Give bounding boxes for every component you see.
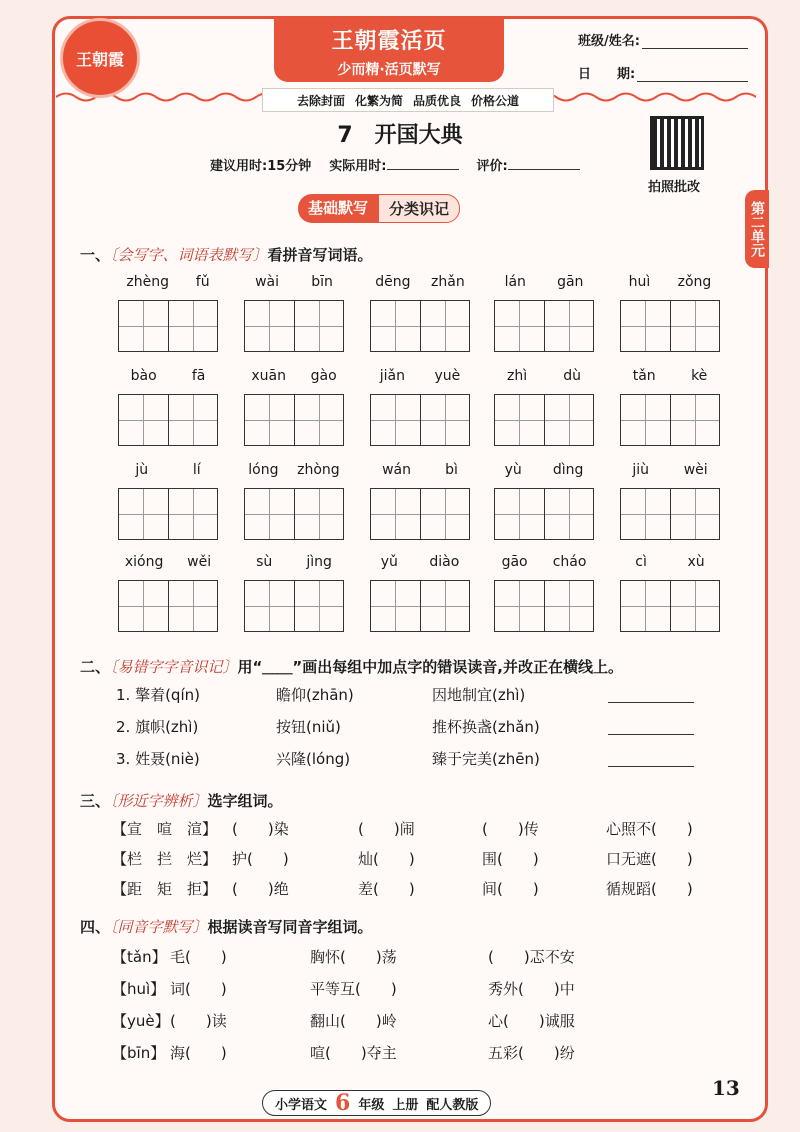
qr-label: 拍照批改 — [648, 180, 701, 195]
q-text: 看拼音写词语。 — [267, 246, 373, 264]
suggested-time: 建议用时:15分钟 — [210, 159, 312, 174]
pinyin-syllable: wán — [382, 462, 411, 478]
date-label: 日 期: — [578, 67, 636, 82]
brand-subtitle: 少而精·活页默写 — [337, 62, 441, 78]
fill-blank-item[interactable]: 翻山( )岭 — [310, 1012, 397, 1030]
question-1-heading — [80, 244, 373, 265]
pronunciation-item: 2. 旗帜(zhì) — [116, 718, 199, 736]
pinyin-syllable: zhì — [507, 368, 528, 384]
pinyin-label — [489, 368, 599, 384]
pinyin-syllable: fǔ — [195, 274, 210, 290]
writing-box[interactable] — [244, 580, 344, 632]
writing-box[interactable] — [620, 488, 720, 540]
fill-blank-item[interactable]: 喧( )夺主 — [310, 1044, 397, 1062]
character-cell[interactable] — [295, 489, 344, 539]
pinyin-syllable: yǔ — [380, 554, 398, 570]
brand-logo — [60, 18, 140, 98]
pinyin-group: 【bīn】 — [112, 1044, 166, 1062]
unit-side-tab: 第二单元 — [745, 190, 769, 268]
character-cell[interactable] — [671, 489, 720, 539]
class-name-label: 班级/姓名: — [578, 34, 640, 49]
pinyin-syllable: zhòng — [297, 462, 340, 478]
pinyin-syllable: bīn — [311, 274, 333, 290]
pinyin-syllable: bì — [445, 462, 458, 478]
pinyin-syllable: wěi — [187, 554, 212, 570]
character-cell[interactable] — [621, 301, 671, 351]
q-number: 二、 — [80, 658, 111, 676]
footer-edition-text: 配人教版 — [426, 1097, 479, 1113]
character-cell[interactable] — [295, 301, 344, 351]
character-cell[interactable] — [495, 489, 545, 539]
fill-blank-item[interactable]: ( )闹 — [358, 820, 415, 838]
pinyin-syllable: lóng — [248, 462, 279, 478]
writing-box[interactable] — [244, 488, 344, 540]
pinyin-syllable: fā — [191, 368, 206, 384]
fill-blank-item[interactable]: 围( ) — [482, 850, 539, 868]
date-field[interactable] — [637, 67, 748, 82]
character-cell[interactable] — [169, 581, 218, 631]
pinyin-label — [615, 554, 725, 570]
q-number: 三、 — [80, 792, 111, 810]
character-cell[interactable] — [169, 301, 218, 351]
writing-box[interactable] — [494, 488, 594, 540]
pronunciation-item: 推杯换盏(zhǎn) — [432, 718, 540, 736]
writing-box[interactable] — [494, 580, 594, 632]
student-info — [578, 30, 748, 96]
pinyin-label — [365, 462, 475, 478]
q-text: 选字组词。 — [207, 792, 283, 810]
character-cell[interactable] — [169, 489, 218, 539]
pinyin-syllable: jù — [135, 462, 149, 478]
pinyin-label — [239, 554, 349, 570]
writing-box[interactable] — [118, 300, 218, 352]
actual-time-field[interactable] — [387, 157, 459, 170]
character-cell[interactable] — [371, 581, 421, 631]
footer-edition — [262, 1090, 491, 1116]
fill-blank-item[interactable]: ( )染 — [232, 820, 289, 838]
character-cell[interactable] — [119, 301, 169, 351]
character-cell[interactable] — [545, 395, 594, 445]
character-cell[interactable] — [421, 301, 470, 351]
pronunciation-item: 因地制宜(zhì) — [432, 686, 526, 704]
review-field[interactable] — [508, 157, 580, 170]
qr-code-icon[interactable] — [650, 116, 704, 170]
writing-box[interactable] — [620, 300, 720, 352]
fill-blank-item[interactable]: 心照不( ) — [606, 820, 693, 838]
writing-box[interactable] — [494, 300, 594, 352]
character-cell[interactable] — [371, 301, 421, 351]
fill-blank-item[interactable]: 循规蹈( ) — [606, 880, 693, 898]
pinyin-syllable: xuān — [251, 368, 286, 384]
character-cell[interactable] — [495, 301, 545, 351]
pinyin-group: 【huì】 — [112, 980, 166, 998]
pinyin-syllable: zhǎn — [431, 274, 465, 290]
pinyin-label — [239, 368, 349, 384]
answer-line[interactable] — [608, 702, 694, 703]
character-cell[interactable] — [119, 489, 169, 539]
pinyin-label — [239, 462, 349, 478]
character-cell[interactable] — [295, 395, 344, 445]
slogan-item: 价格公道 — [471, 93, 520, 108]
writing-box[interactable] — [118, 394, 218, 446]
pinyin-syllable: yù — [504, 462, 522, 478]
fill-blank-item[interactable]: 五彩( )纷 — [488, 1044, 575, 1062]
character-cell[interactable] — [671, 301, 720, 351]
pinyin-label — [489, 274, 599, 290]
fill-blank-item[interactable]: 秀外( )中 — [488, 980, 575, 998]
q-text: 根据读音写同音字组词。 — [207, 918, 373, 936]
pinyin-label — [113, 462, 223, 478]
pinyin-syllable: kè — [691, 368, 708, 384]
slogan-bar — [262, 88, 554, 112]
pinyin-syllable: huì — [628, 274, 651, 290]
writing-box[interactable] — [118, 580, 218, 632]
pinyin-syllable: cì — [635, 554, 647, 570]
answer-line[interactable] — [608, 734, 694, 735]
writing-box[interactable] — [244, 394, 344, 446]
q-text: 用“＿＿”画出每组中加点字的错误读音,并改正在横线上。 — [237, 658, 623, 676]
fill-blank-item[interactable]: 护( ) — [232, 850, 289, 868]
pinyin-syllable: tǎn — [632, 368, 656, 384]
character-cell[interactable] — [245, 489, 295, 539]
pinyin-label — [615, 368, 725, 384]
pinyin-syllable: xù — [687, 554, 705, 570]
q-tag: 〔同音字默写〕 — [110, 918, 208, 936]
character-cell[interactable] — [421, 581, 470, 631]
fill-blank-item[interactable]: 灿( ) — [358, 850, 415, 868]
q-tag: 〔形近字辨析〕 — [110, 792, 208, 810]
q-tag: 〔会写字、词语表默写〕 — [110, 246, 268, 264]
pinyin-syllable: gāo — [501, 554, 528, 570]
pinyin-label — [365, 368, 475, 384]
footer-grade: 年级 — [358, 1097, 385, 1113]
page-number: 13 — [712, 1076, 740, 1100]
brand-banner — [274, 18, 504, 82]
character-cell[interactable] — [545, 489, 594, 539]
timing-row — [210, 155, 580, 174]
fill-blank-item[interactable]: 口无遮( ) — [606, 850, 693, 868]
fill-blank-item[interactable]: 间( ) — [482, 880, 539, 898]
character-cell[interactable] — [421, 489, 470, 539]
pinyin-label — [489, 554, 599, 570]
character-cell[interactable] — [245, 301, 295, 351]
pinyin-syllable: wài — [255, 274, 280, 290]
review-label: 评价: — [476, 159, 508, 174]
footer-subject: 小学语文 — [275, 1097, 328, 1113]
pinyin-syllable: diào — [429, 554, 460, 570]
pinyin-syllable: dìng — [552, 462, 584, 478]
character-cell[interactable] — [295, 581, 344, 631]
character-group: 【栏 拦 烂】 — [112, 850, 218, 868]
fill-blank-item[interactable]: 毛( ) — [170, 948, 227, 966]
fill-blank-item[interactable]: 心( )诚服 — [488, 1012, 575, 1030]
section-badge — [298, 194, 460, 223]
class-name-field[interactable] — [642, 34, 748, 49]
pinyin-syllable: bào — [130, 368, 157, 384]
pinyin-label — [113, 554, 223, 570]
character-cell[interactable] — [421, 395, 470, 445]
fill-blank-item[interactable]: ( )忑不安 — [488, 948, 575, 966]
pinyin-syllable: lán — [504, 274, 526, 290]
character-cell[interactable] — [671, 581, 720, 631]
writing-box[interactable] — [370, 394, 470, 446]
character-cell[interactable] — [371, 489, 421, 539]
question-2-heading — [80, 656, 623, 677]
question-4-heading — [80, 916, 373, 937]
character-cell[interactable] — [621, 581, 671, 631]
pinyin-syllable: jiǎn — [379, 368, 405, 384]
character-group: 【宣 喧 渲】 — [112, 820, 218, 838]
pinyin-syllable: jiù — [632, 462, 649, 478]
pinyin-label — [365, 554, 475, 570]
fill-blank-item[interactable]: 海( ) — [170, 1044, 227, 1062]
pinyin-label — [113, 274, 223, 290]
character-cell[interactable] — [245, 581, 295, 631]
character-cell[interactable] — [119, 395, 169, 445]
pinyin-label — [365, 274, 475, 290]
character-cell[interactable] — [545, 581, 594, 631]
pinyin-syllable: gào — [310, 368, 337, 384]
character-cell[interactable] — [621, 489, 671, 539]
pronunciation-item: 3. 姓聂(niè) — [116, 750, 200, 768]
pinyin-syllable: wèi — [683, 462, 708, 478]
pinyin-group: 【yuè】 — [112, 1012, 170, 1030]
pronunciation-item: 1. 擎着(qín) — [116, 686, 200, 704]
character-cell[interactable] — [545, 301, 594, 351]
pinyin-group: 【tǎn】 — [112, 948, 167, 966]
pinyin-label — [113, 368, 223, 384]
character-cell[interactable] — [495, 395, 545, 445]
pinyin-label — [615, 462, 725, 478]
pinyin-syllable: jìng — [306, 554, 332, 570]
pinyin-syllable: dù — [563, 368, 581, 384]
character-cell[interactable] — [245, 395, 295, 445]
badge-category: 分类识记 — [378, 194, 460, 223]
fill-blank-item[interactable]: 差( ) — [358, 880, 415, 898]
q-tag: 〔易错字字音识记〕 — [110, 658, 238, 676]
fill-blank-item[interactable]: ( )绝 — [232, 880, 289, 898]
writing-box[interactable] — [620, 394, 720, 446]
slogan-item: 化繁为简 — [354, 93, 403, 108]
question-3-heading — [80, 790, 283, 811]
character-cell[interactable] — [169, 395, 218, 445]
character-cell[interactable] — [621, 395, 671, 445]
pinyin-label — [615, 274, 725, 290]
pinyin-label — [489, 462, 599, 478]
character-cell[interactable] — [119, 581, 169, 631]
pinyin-syllable: lí — [192, 462, 201, 478]
answer-line[interactable] — [608, 766, 694, 767]
pinyin-label — [239, 274, 349, 290]
pinyin-syllable: dēng — [375, 274, 411, 290]
pronunciation-item: 臻于完美(zhēn) — [432, 750, 540, 768]
actual-time-label: 实际用时: — [329, 159, 387, 174]
q-number: 一、 — [80, 246, 111, 264]
pronunciation-item: 瞻仰(zhān) — [276, 686, 354, 704]
fill-blank-item[interactable]: ( )传 — [482, 820, 539, 838]
pinyin-syllable: sù — [256, 554, 273, 570]
fill-blank-item[interactable]: 词( ) — [170, 980, 227, 998]
writing-box[interactable] — [244, 300, 344, 352]
footer-grade-number: 6 — [335, 1090, 351, 1116]
footer-volume: 上册 — [392, 1097, 419, 1113]
writing-box[interactable] — [370, 580, 470, 632]
pinyin-syllable: cháo — [552, 554, 587, 570]
fill-blank-item[interactable]: ( )读 — [170, 1012, 227, 1030]
writing-box[interactable] — [620, 580, 720, 632]
page-title: 7 开国大典 — [337, 123, 463, 148]
brand-title: 王朝霞活页 — [331, 28, 447, 54]
pinyin-syllable: xióng — [124, 554, 164, 570]
slogan-item: 去除封面 — [296, 93, 345, 108]
writing-box[interactable] — [370, 300, 470, 352]
writing-box[interactable] — [118, 488, 218, 540]
character-group: 【距 矩 拒】 — [112, 880, 218, 898]
pinyin-syllable: yuè — [434, 368, 461, 384]
character-cell[interactable] — [671, 395, 720, 445]
writing-box[interactable] — [494, 394, 594, 446]
fill-blank-item[interactable]: 胸怀( )荡 — [310, 948, 397, 966]
fill-blank-item[interactable]: 平等互( ) — [310, 980, 397, 998]
pinyin-syllable: gān — [557, 274, 584, 290]
slogan-item: 品质优良 — [413, 93, 462, 108]
character-cell[interactable] — [495, 581, 545, 631]
badge-basic: 基础默写 — [298, 194, 378, 223]
pronunciation-item: 兴隆(lóng) — [276, 750, 351, 768]
character-cell[interactable] — [371, 395, 421, 445]
writing-box[interactable] — [370, 488, 470, 540]
pronunciation-item: 按钮(niǔ) — [276, 718, 341, 736]
pinyin-syllable: zhèng — [126, 274, 169, 290]
pinyin-syllable: zǒng — [677, 274, 712, 290]
logo-text: 王朝霞 — [75, 49, 124, 69]
q-number: 四、 — [80, 918, 111, 936]
